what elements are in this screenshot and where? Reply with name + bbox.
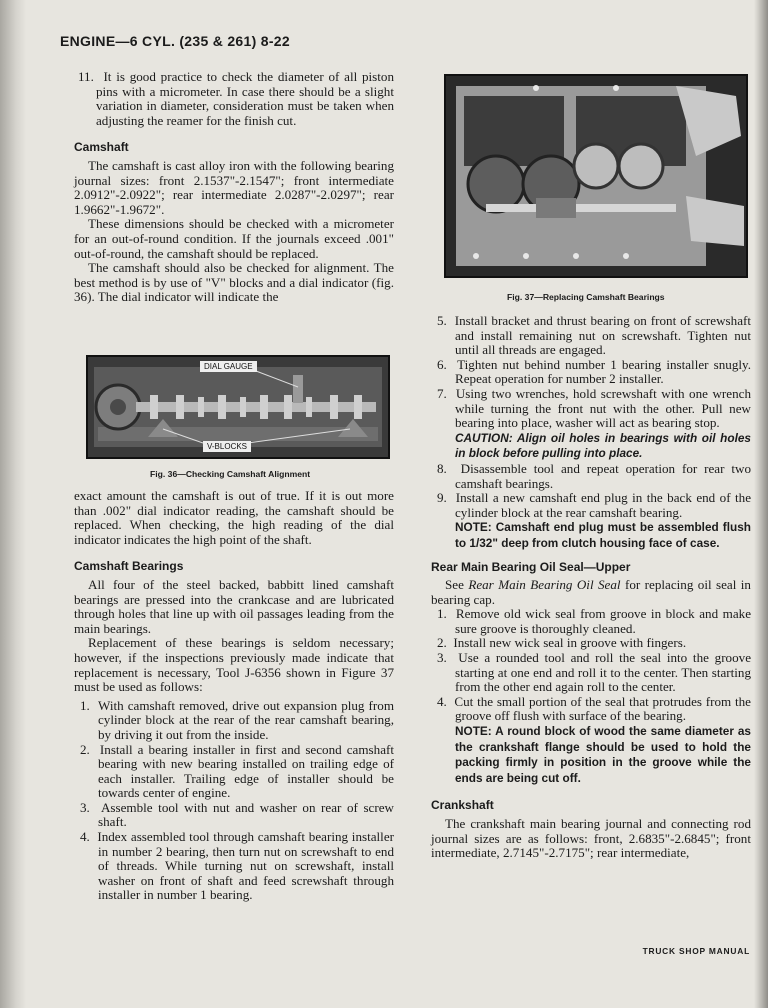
wood-block-note: NOTE: A round block of wood the same diameter as the crankshaft flange should be used to hold the packing firmly in position in the groove while the ends are being cut off. xyxy=(455,724,751,785)
page-footer: TRUCK SHOP MANUAL xyxy=(642,946,750,956)
page-edge-shadow xyxy=(754,0,768,1008)
oil-seal-intro: See Rear Main Bearing Oil Seal for replacing oil seal in bearing cap. xyxy=(431,577,751,607)
v-blocks-label: V-BLOCKS xyxy=(203,441,251,452)
dial-gauge-label: DIAL GAUGE xyxy=(200,361,257,372)
camshaft-paragraph-2: These dimensions should be checked with a micrometer for an out-of-round condition. If the journals exceed .001" out-of-round, the camshaft should be replaced. xyxy=(74,216,394,261)
seal-step-1: 1. Remove old wick seal from groove in block and make sure groove is thoroughly cleaned. xyxy=(437,606,752,636)
crankshaft-heading: Crankshaft xyxy=(431,798,494,813)
caution-note: CAUTION: Align oil holes in bearings with oil holes in block before pulling into place. xyxy=(455,430,751,461)
step-5: 5. Install bracket and thrust bearing on front of screwshaft and install remaining nut on screwshaft. Tighten nut until all threads are engaged. xyxy=(437,313,751,358)
bearing-steps-list xyxy=(74,699,394,903)
step-6: 6. Tighten nut behind number 1 bearing installer snugly. Repeat operation for number 2 installer. xyxy=(437,356,751,387)
left-column-top xyxy=(74,70,394,305)
bearings-paragraph-1: All four of the steel backed, babbitt lined camshaft bearings are pressed into the crankcase and are lubricated through holes that line up with oil passages leading from the main bearings. xyxy=(74,576,394,636)
bearing-steps-continued xyxy=(431,314,751,431)
camshaft-paragraph-3: The camshaft should also be checked for alignment. The best method is by use of "V" blocks and a dial indicator (fig. 36). The dial indicator will indicate the xyxy=(74,260,394,305)
camshaft-heading: Camshaft xyxy=(74,140,129,155)
camshaft-paragraph-4: exact amount the camshaft is out of true. If it is out more than .002" dial indicator reading, the camshaft should be replaced. When checking, the high reading of the dial indicator indicates the high point of the shaft. xyxy=(74,488,394,547)
left-column-bottom xyxy=(74,489,394,903)
figure-36-caption: Fig. 36—Checking Camshaft Alignment xyxy=(150,469,311,479)
crankshaft-paragraph: The crankshaft main bearing journal and connecting rod journal sizes are as follows: front, 2.6835"-2.6845"; front intermediate, 2.7145"-2.7175"; rear intermediate, xyxy=(431,816,751,861)
bearing-steps-final xyxy=(431,462,751,520)
bearings-paragraph-2: Replacement of these bearings is seldom necessary; however, if the inspections previously made indicate that replacement is necessary, Tool J-6356 shown in Figure 37 must be used as follows: xyxy=(74,635,394,695)
page-header: ENGINE—6 CYL. (235 & 261) 8-22 xyxy=(60,33,290,49)
step-7: 7. Using two wrenches, hold screwshaft with one wrench while turning the front nut with the other. Pull new bearing into place, washer will act as bearing stop. xyxy=(437,385,751,431)
camshaft-paragraph-1: The camshaft is cast alloy iron with the following bearing journal sizes: front 2.1537"-2.1547"; front intermediate 2.0912"-2.0922"; rear intermediate 2.0287"-2.0297"; rear 1.9662"-1.9672". xyxy=(74,157,394,217)
oil-seal-steps xyxy=(431,607,751,724)
step-2: 2. Install a bearing installer in first and second camshaft bearing with new bearing installed on trailing edge of each installer. Trailing edge of installer should be towards center of engine. xyxy=(80,741,394,801)
oil-seal-heading: Rear Main Bearing Oil Seal—Upper xyxy=(431,559,631,574)
page-binding-shadow xyxy=(0,0,26,1008)
engine-block-illustration xyxy=(446,76,746,276)
seal-step-3: 3. Use a rounded tool and roll the seal into the groove starting at one end and roll it to the center. Then starting from the other end again roll to the center. xyxy=(437,650,752,695)
step-3: 3. Assemble tool with nut and washer on rear of screw shaft. xyxy=(80,799,394,830)
step-8: 8. Disassemble tool and repeat operation for rear two camshaft bearings. xyxy=(437,460,752,491)
seal-step-4: 4. Cut the small portion of the seal that protrudes from the groove off flush with surface of the bearing. xyxy=(437,693,751,724)
end-plug-note: NOTE: Camshaft end plug must be assembled flush to 1/32" deep from clutch housing face of case. xyxy=(455,520,751,550)
step-4: 4. Index assembled tool through camshaft bearing installer in number 2 bearing, then turn nut on screwshaft to end of threads. While turning nut on screwshaft, install washer on front of shaft and feed screwshaft through installer in number 1 bearing. xyxy=(80,829,394,903)
item-11: 11. It is good practice to check the diameter of all piston pins with a micrometer. In case there should be a slight variation in diameter, consideration must be taken when adjusting the reamer for the finish cut. xyxy=(78,69,395,128)
seal-step-2: 2. Install new wick seal in groove with fingers. xyxy=(437,635,687,651)
figure-37-bearing-photo xyxy=(444,74,748,278)
camshaft-bearings-heading: Camshaft Bearings xyxy=(74,559,184,574)
step-1: 1. With camshaft removed, drive out expansion plug from cylinder block at the rear of the rear camshaft bearing, by driving it out from the inside. xyxy=(80,697,395,742)
figure-37-caption: Fig. 37—Replacing Camshaft Bearings xyxy=(507,292,665,302)
right-column xyxy=(431,314,751,861)
step-9: 9. Install a new camshaft end plug in the back end of the cylinder block at the rear camshaft bearing. xyxy=(437,490,752,520)
figure-36-camshaft-photo xyxy=(86,355,390,459)
